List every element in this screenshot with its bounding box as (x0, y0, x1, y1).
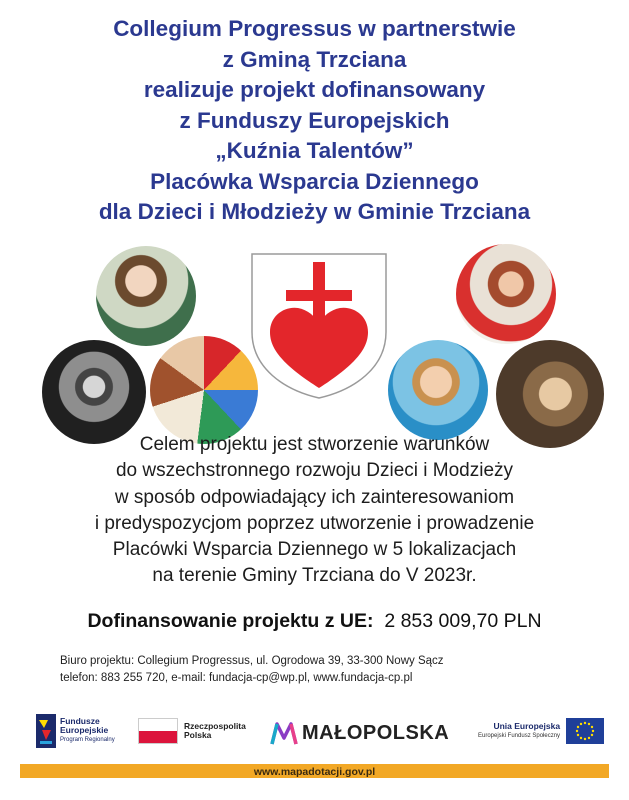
photo-smiling-boy (388, 340, 488, 440)
title-line: z Gminą Trzciana (222, 46, 407, 72)
rzeczpospolita-logo (138, 718, 246, 744)
fe-icon (36, 714, 56, 748)
photo-art-supplies (150, 336, 258, 444)
description-line: Placówki Wsparcia Dziennego w 5 lokalizacjach (112, 539, 517, 561)
funding-amount (0, 610, 629, 633)
fundusze-europejskie-logo (36, 714, 115, 748)
funding-value: 2 853 009,70 PLN (384, 610, 542, 632)
ue-line2: Europejski Fundusz Społeczny (478, 733, 561, 739)
unia-europejska-logo (478, 718, 604, 744)
photo-girl-studying (96, 246, 196, 346)
photo-robot (42, 340, 146, 444)
project-office-info (60, 653, 580, 687)
malopolska-icon (270, 720, 298, 746)
eu-flag-icon (566, 718, 604, 744)
description-line: na terenie Gminy Trzciana do V 2023r. (152, 565, 477, 587)
title-line: „Kuźnia Talentów” (215, 138, 414, 163)
malopolska-text: MAŁOPOLSKA (302, 721, 450, 744)
fe-line1: Fundusze (60, 715, 100, 726)
poster-title (0, 14, 629, 228)
fe-line3: Program Regionalny (60, 736, 115, 743)
footer-url[interactable]: www.mapadotacji.gov.pl (253, 766, 376, 778)
photo-girl-drawing (456, 244, 556, 344)
title-line: z Funduszy Europejskich (179, 107, 450, 133)
description-line: Celem projektu jest stworzenie warunków (139, 434, 490, 455)
project-description (0, 432, 629, 590)
description-line: w sposób odpowiadający ich zainteresowaniom (114, 486, 515, 508)
rp-line2: Polska (184, 730, 212, 740)
fe-line2: Europejskie (60, 725, 109, 736)
title-line: Collegium Progressus w partnerstwie (113, 16, 516, 41)
description-line: do wszechstronnego rozwoju Dzieci i Modzieży (115, 460, 514, 482)
ue-line1: Unia Europejska (493, 721, 561, 731)
title-line: realizuje projekt dofinansowany (143, 77, 486, 102)
funding-label: Dofinansowanie projektu z UE: (87, 610, 374, 632)
rp-line1: Rzeczpospolita (184, 720, 246, 731)
malopolska-logo (270, 720, 449, 746)
office-contact: telefon: 883 255 720, e-mail: fundacja-cp@wp.pl, www.fundacja-cp.pl (60, 672, 413, 684)
description-line: i predyspozycjom poprzez utworzenie i prowadzenie (94, 512, 535, 534)
coat-of-arms-icon (248, 250, 390, 400)
office-address: Biuro projektu: Collegium Progressus, ul. Ogrodowa 39, 33-300 Nowy Sącz (60, 655, 444, 667)
title-line: dla Dzieci i Młodzieży w Gminie Trzciana (98, 199, 531, 224)
logo-strip (0, 712, 629, 758)
polish-flag-icon (138, 718, 178, 744)
title-line: Placówka Wsparcia Dziennego (150, 168, 479, 194)
